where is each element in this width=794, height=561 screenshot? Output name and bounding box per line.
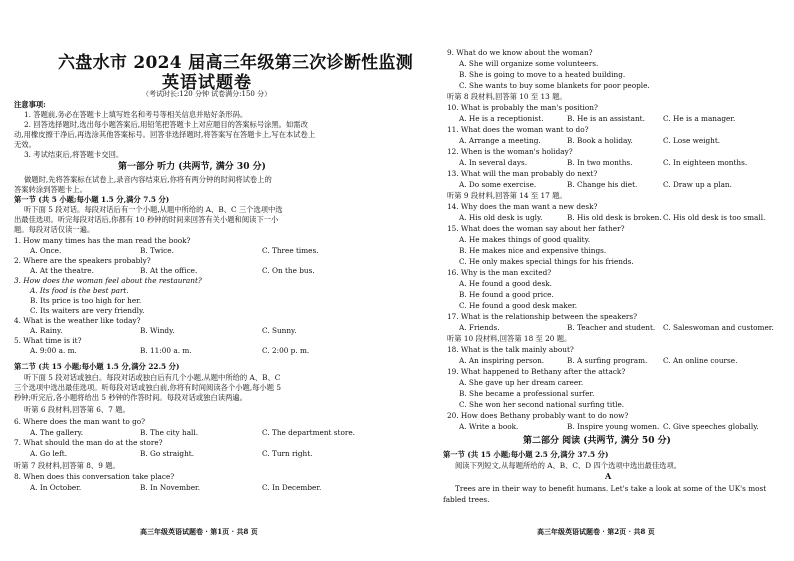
option: C. She won her second national surfing title. bbox=[459, 400, 625, 409]
option: B. His old desk is broken. bbox=[567, 213, 662, 222]
question: 12. When is the woman's holiday? bbox=[447, 147, 573, 156]
option: A. An inspiring person. bbox=[459, 356, 545, 365]
option: B. Twice. bbox=[140, 246, 174, 255]
notes-line: 1. 答题前,务必在答题卡上填写姓名和考号等相关信息并贴好条形码。 bbox=[24, 110, 248, 119]
option: B. She became a professional surfer. bbox=[459, 389, 595, 398]
option: B. Inspire young women. bbox=[567, 422, 660, 431]
option: C. 2:00 p. m. bbox=[262, 346, 310, 355]
option: B. 11:00 a. m. bbox=[140, 346, 192, 355]
question: 2. Where are the speakers probably? bbox=[14, 256, 151, 265]
option: A. Its food is the best part. bbox=[30, 286, 129, 295]
passage-letter: A bbox=[605, 471, 612, 481]
option: A. His old desk is ugly. bbox=[459, 213, 543, 222]
option: C. He is a manager. bbox=[663, 114, 736, 123]
option: C. Sunny. bbox=[262, 326, 297, 335]
question: 19. What happened to Bethany after the attack? bbox=[447, 367, 626, 376]
option: C. An online course. bbox=[663, 356, 738, 365]
part1-heading: 第一部分 听力 (共两节, 满分 30 分) bbox=[118, 162, 266, 172]
exam-title: 六盘水市 2024 届高三年级第三次诊断性监测 bbox=[58, 53, 414, 73]
option: B. Windy. bbox=[140, 326, 175, 335]
question: 4. What is the weather like today? bbox=[14, 316, 141, 325]
option: C. Turn right. bbox=[262, 449, 313, 458]
section1-intro: 题。每段对话仅读一遍。 bbox=[14, 225, 95, 234]
passage-text: Trees are in their way to benefit humans. Let's take a look at some of the UK's most bbox=[455, 484, 767, 493]
option: A. 9:00 a. m. bbox=[30, 346, 77, 355]
option: A. Rainy. bbox=[30, 326, 63, 335]
question: 14. Why does the man want a new desk? bbox=[447, 202, 598, 211]
notes-line: 无效。 bbox=[14, 140, 36, 149]
notes-line: 3. 考试结束后,将答题卡交回。 bbox=[24, 150, 124, 159]
question: 15. What does the woman say about her father? bbox=[447, 224, 625, 233]
question: 10. What is probably the man's position? bbox=[447, 103, 598, 112]
option: C. Give speeches globally. bbox=[663, 422, 759, 431]
option: B. Its price is too high for her. bbox=[30, 296, 142, 305]
option: C. Lose weight. bbox=[663, 136, 721, 145]
option: A. The gallery. bbox=[30, 428, 84, 437]
option: B. Go straight. bbox=[140, 449, 195, 458]
notes-line: 2. 回答选择题时,选出每小题答案后,用铅笔把答题卡上对应题目的答案标号涂黑。如需改 bbox=[24, 120, 308, 129]
section2-intro: 听下面 5 段对话或独白。每段对话或独白后有几个小题,从题中所给的 A、B、C bbox=[24, 373, 281, 382]
question: 6. Where does the man want to go? bbox=[14, 417, 146, 426]
option: C. Three times. bbox=[262, 246, 319, 255]
question: 20. How does Bethany probably want to do now? bbox=[447, 411, 629, 420]
section1-intro: 出最佳选项。听完每段对话后,你都有 10 秒钟的时间来回答有关小题和阅读下一小 bbox=[14, 215, 279, 224]
option: C. On the bus. bbox=[262, 266, 315, 275]
option: C. He found a good desk maker. bbox=[459, 301, 578, 310]
reading-section1-heading: 第一节 (共 15 小题;每小题 2.5 分,满分 37.5 分) bbox=[443, 450, 609, 459]
option: C. His old desk is too small. bbox=[663, 213, 766, 222]
material-label: 听第 10 段材料,回答第 18 至 20 题。 bbox=[447, 334, 572, 343]
option: A. He is a receptionist. bbox=[459, 114, 544, 123]
option: A. He found a good desk. bbox=[459, 279, 552, 288]
option: B. He found a good price. bbox=[459, 290, 554, 299]
exam-info: （考试时长:120 分钟 试卷满分:150 分） bbox=[142, 90, 272, 98]
option: C. He only makes special things for his friends. bbox=[459, 257, 634, 266]
option: C. Its waiters are very friendly. bbox=[30, 306, 145, 315]
question: 5. What time is it? bbox=[14, 336, 82, 345]
option: C. Draw up a plan. bbox=[663, 180, 732, 189]
option: A. Do some exercise. bbox=[459, 180, 537, 189]
section2-intro: 秒钟;听完后,各小题将给出 5 秒钟的作答时间。每段对话或独白读两遍。 bbox=[14, 393, 247, 402]
page-footer: 高三年级英语试题卷 · 第1页 · 共8 页 bbox=[140, 527, 258, 536]
passage-text: fabled trees. bbox=[443, 495, 490, 504]
option: A. At the theatre. bbox=[30, 266, 94, 275]
material-label: 听第 7 段材料,回答第 8、9 题。 bbox=[14, 461, 120, 470]
option: A. She will organize some volunteers. bbox=[459, 59, 599, 68]
question: 13. What will the man probably do next? bbox=[447, 169, 598, 178]
option: C. She wants to buy some blankets for poor people. bbox=[459, 81, 650, 90]
section1-heading: 第一节 (共 5 小题;每小题 1.5 分,满分 7.5 分) bbox=[14, 195, 170, 204]
page-footer: 高三年级英语试题卷 · 第2页 · 共8 页 bbox=[537, 527, 655, 536]
option: C. Saleswoman and customer. bbox=[663, 323, 774, 332]
option: B. Book a holiday. bbox=[567, 136, 633, 145]
reading-instructions: 阅读下列短文,从每题所给的 A、B、C、D 四个选项中选出最佳选项。 bbox=[455, 461, 682, 470]
option: A. In several days. bbox=[459, 158, 528, 167]
option: A. He makes things of good quality. bbox=[459, 235, 591, 244]
question: 1. How many times has the man read the book? bbox=[14, 236, 191, 245]
option: B. The city hall. bbox=[140, 428, 199, 437]
option: B. He makes nice and expensive things. bbox=[459, 246, 607, 255]
part2-heading: 第二部分 阅读 (共两节, 满分 50 分) bbox=[523, 436, 671, 446]
material-label: 听第 9 段材料,回答第 14 至 17 题。 bbox=[447, 191, 567, 200]
option: A. Friends. bbox=[459, 323, 500, 332]
question: 8. When does this conversation take place? bbox=[14, 472, 175, 481]
option: B. She is going to move to a heated building. bbox=[459, 70, 626, 79]
section1-intro: 听下面 5 段对话。每段对话后有一个小题,从题中所给的 A、B、C 三个选项中选 bbox=[24, 205, 283, 214]
option: C. In eighteen months. bbox=[663, 158, 748, 167]
notes-line: 动,用橡皮擦干净后,再选涂其他答案标号。回答非选择题时,将答案写在答题卡上,写在本试卷上 bbox=[14, 130, 316, 139]
option: A. In October. bbox=[30, 483, 82, 492]
exam-subtitle: 英语试题卷 bbox=[162, 73, 252, 93]
part1-intro: 答案转涂到答题卡上。 bbox=[14, 185, 87, 194]
question: 17. What is the relationship between the speakers? bbox=[447, 312, 638, 321]
question: 16. Why is the man excited? bbox=[447, 268, 552, 277]
section2-heading: 第二节 (共 15 小题;每小题 1.5 分,满分 22.5 分) bbox=[14, 362, 180, 371]
section2-intro: 三个选项中选出最佳选项。听每段对话或独白前,你将有时间阅读各个小题,每小题 5 bbox=[14, 383, 281, 392]
option: B. At the office. bbox=[140, 266, 198, 275]
option: C. In December. bbox=[262, 483, 322, 492]
option: B. In two months. bbox=[567, 158, 633, 167]
option: B. Teacher and student. bbox=[567, 323, 656, 332]
option: A. Once. bbox=[30, 246, 62, 255]
option: A. She gave up her dream career. bbox=[459, 378, 584, 387]
question: 3. How does the woman feel about the restaurant? bbox=[14, 276, 202, 285]
option: B. A surfing program. bbox=[567, 356, 648, 365]
option: A. Write a book. bbox=[459, 422, 519, 431]
question: 9. What do we know about the woman? bbox=[447, 48, 593, 57]
part1-intro: 做题时,先将答案标在试卷上,录音内容结束后,你将有两分钟的时间将试卷上的 bbox=[24, 175, 272, 184]
option: B. In November. bbox=[140, 483, 201, 492]
question: 18. What is the talk mainly about? bbox=[447, 345, 574, 354]
option: C. The department store. bbox=[262, 428, 355, 437]
option: B. He is an assistant. bbox=[567, 114, 645, 123]
question: 11. What does the woman want to do? bbox=[447, 125, 589, 134]
option: A. Arrange a meeting. bbox=[459, 136, 541, 145]
material-label: 听第 6 段材料,回答第 6、7 题。 bbox=[24, 405, 130, 414]
material-label: 听第 8 段材料,回答第 10 至 13 题。 bbox=[447, 92, 567, 101]
notes-heading: 注意事项: bbox=[14, 100, 46, 109]
option: A. Go left. bbox=[30, 449, 68, 458]
option: B. Change his diet. bbox=[567, 180, 638, 189]
question: 7. What should the man do at the store? bbox=[14, 438, 163, 447]
